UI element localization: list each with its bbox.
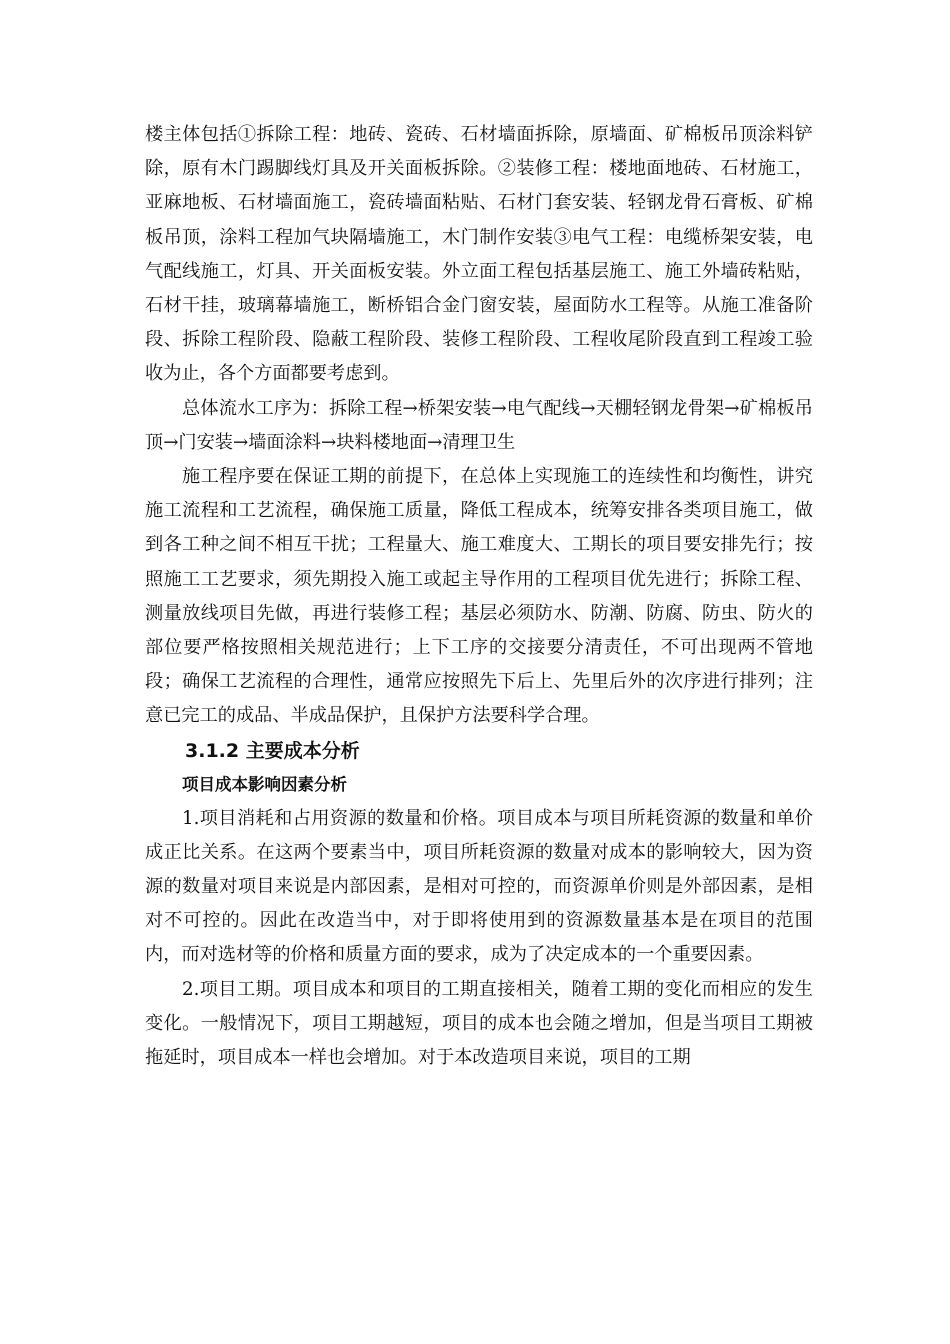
document-body [145, 118, 813, 1075]
paragraph-workflow: 总体流水工序为：拆除工程→桥架安装→电气配线→天棚轻钢龙骨架→矿棉板吊顶→门安装→墙面涂料→块料楼地面→清理卫生 [145, 397, 813, 453]
section-heading: 3.1.2 主要成本分析 [185, 739, 360, 762]
sub-heading: 项目成本影响因素分析 [182, 774, 347, 794]
paragraph-schedule: 2.项目工期。项目成本和项目的工期直接相关，随着工期的变化而相应的发生变化。一般情况下，项目工期越短，项目的成本也会随之增加，但是当项目工期被拖延时，项目成本一样也会增加。对于本改造项目来说，项目的工期 [145, 978, 813, 1069]
paragraph-scope: 楼主体包括①拆除工程：地砖、瓷砖、石材墙面拆除，原墙面、矿棉板吊顶涂料铲除，原有木门踢脚线灯具及开关面板拆除。②装修工程：楼地面地砖、石材施工，亚麻地板、石材墙面施工，瓷砖墙面粘贴、石材门套安装、轻钢龙骨石膏板、矿棉板吊顶，涂料工程加气块隔墙施工，木门制作安装③电气工程：电缆桥架安装，电气配线施工，灯具、开关面板安装。外立面工程包括基层施工、施工外墙砖粘贴，石材干挂，玻璃幕墙施工，断桥铝合金门窗安装，屋面防水工程等。从施工准备阶段、拆除工程阶段、隐蔽工程阶段、装修工程阶段、工程收尾阶段直到工程竣工验收为止，各个方面都要考虑到。 [145, 124, 813, 385]
paragraph-construction-sequence: 施工程序要在保证工期的前提下，在总体上实现施工的连续性和均衡性，讲究施工流程和工艺流程，确保施工质量，降低工程成本，统筹安排各类项目施工，做到各工种之间不相互干扰；工程量大、施工难度大、工期长的项目要安排先行；按照施工工艺要求，须先期投入施工或起主导作用的工程项目优先进行；拆除工程、测量放线项目先做，再进行装修工程；基层必须防水、防潮、防腐、防虫、防火的部位要严格按照相关规范进行；上下工序的交接要分清责任，不可出现两不管地段；确保工艺流程的合理性，通常应按照先下后上、先里后外的次序进行排列；注意已完工的成品、半成品保护，且保护方法要科学合理。 [145, 466, 813, 727]
paragraph-resources: 1.项目消耗和占用资源的数量和价格。项目成本与项目所耗资源的数量和单价成正比关系。在这两个要素当中，项目所耗资源的数量对成本的影响较大，因为资源的数量对项目来说是内部因素，是相对可控的，而资源单价则是外部因素，是相对不可控的。因此在改造当中，对于即将使用到的资源数量基本是在项目的范围内，而对选材等的价格和质量方面的要求，成为了决定成本的一个重要因素。 [145, 807, 813, 966]
